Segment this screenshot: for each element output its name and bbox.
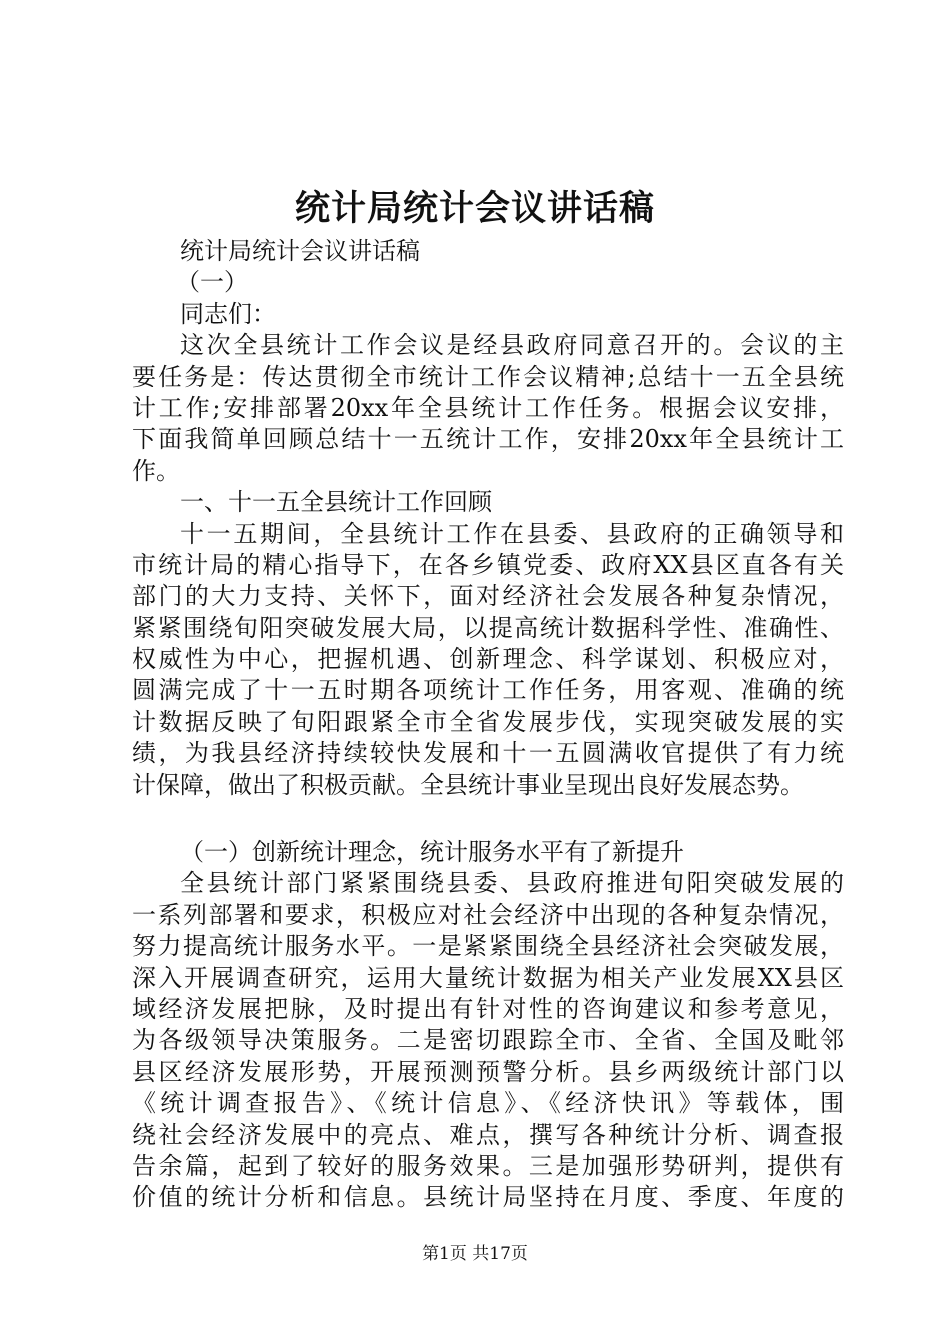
paragraph-line: 圆满完成了十一五时期各项统计工作任务，用客观、准确的统: [132, 676, 844, 705]
paragraph-line: 域经济发展把脉，及时提出有针对性的咨询建议和参考意见，: [132, 994, 844, 1023]
document-title: 统计局统计会议讲话稿: [294, 188, 655, 229]
paragraph-line: 这次全县统计工作会议是经县政府同意召开的。会议的主: [180, 331, 844, 360]
paragraph-line: 下面我简单回顾总结十一五统计工作，安排20xx年全县统计工: [132, 425, 844, 454]
paragraph-line: 计数据反映了旬阳跟紧全市全省发展步伐，实现突破发展的实: [132, 707, 844, 736]
subsection-heading: （一）创新统计理念，统计服务水平有了新提升: [180, 838, 684, 867]
paragraph-line: 十一五期间，全县统计工作在县委、县政府的正确领导和: [180, 519, 844, 548]
paragraph-intro: [132, 330, 844, 487]
paragraph-line: 全县统计部门紧紧围绕县委、县政府推进旬阳突破发展的: [180, 869, 844, 898]
paragraph-line: 价值的统计分析和信息。县统计局坚持在月度、季度、年度的: [132, 1183, 844, 1212]
paragraph-line: 告余篇，起到了较好的服务效果。三是加强形势研判，提供有: [132, 1151, 844, 1180]
paragraph-line: 为各级领导决策服务。二是密切跟踪全市、全省、全国及毗邻: [132, 1026, 844, 1055]
paragraph-line: 市统计局的精心指导下，在各乡镇党委、政府XX县区直各有关: [132, 550, 844, 579]
paragraph-line: 作。: [132, 456, 180, 485]
paragraph-line: 部门的大力支持、关怀下，面对经济社会发展各种复杂情况，: [132, 582, 844, 611]
paragraph-review: [132, 519, 844, 802]
salutation: 同志们：: [180, 299, 276, 328]
document-subtitle: 统计局统计会议讲话稿: [180, 237, 420, 265]
paragraph-service: [132, 868, 844, 1213]
paragraph-line: 《统计调查报告》、《统计信息》、《经济快讯》等载体，围: [132, 1089, 844, 1118]
paragraph-line: 绕社会经济发展中的亮点、难点，撰写各种统计分析、调查报: [132, 1120, 844, 1149]
paragraph-gap: [132, 801, 844, 837]
paragraph-line: 计工作;安排部署20xx年全县统计工作任务。根据会议安排，: [132, 393, 844, 422]
paragraph-line: 要任务是：传达贯彻全市统计工作会议精神;总结十一五全县统: [132, 362, 844, 391]
paragraph-line: 努力提高统计服务水平。一是紧紧围绕全县经济社会突破发展，: [132, 932, 844, 961]
paragraph-line: 计保障，做出了积极贡献。全县统计事业呈现出良好发展态势。: [132, 770, 804, 799]
paragraph-line: 深入开展调查研究，运用大量统计数据为相关产业发展XX县区: [132, 963, 844, 992]
paragraph-line: 紧紧围绕旬阳突破发展大局，以提高统计数据科学性、准确性、: [132, 613, 844, 642]
part-label: （一）: [176, 268, 248, 297]
page-footer: 第1页 共17页: [422, 1244, 528, 1264]
paragraph-line: 县区经济发展形势，开展预测预警分析。县乡两级统计部门以: [132, 1057, 844, 1086]
paragraph-line: 绩，为我县经济持续较快发展和十一五圆满收官提供了有力统: [132, 739, 844, 768]
paragraph-line: 一系列部署和要求，积极应对社会经济中出现的各种复杂情况，: [132, 900, 844, 929]
paragraph-line: 权威性为中心，把握机遇、创新理念、科学谋划、积极应对，: [132, 645, 844, 674]
section-heading: 一、十一五全县统计工作回顾: [180, 488, 492, 517]
document-body: [132, 236, 844, 1214]
